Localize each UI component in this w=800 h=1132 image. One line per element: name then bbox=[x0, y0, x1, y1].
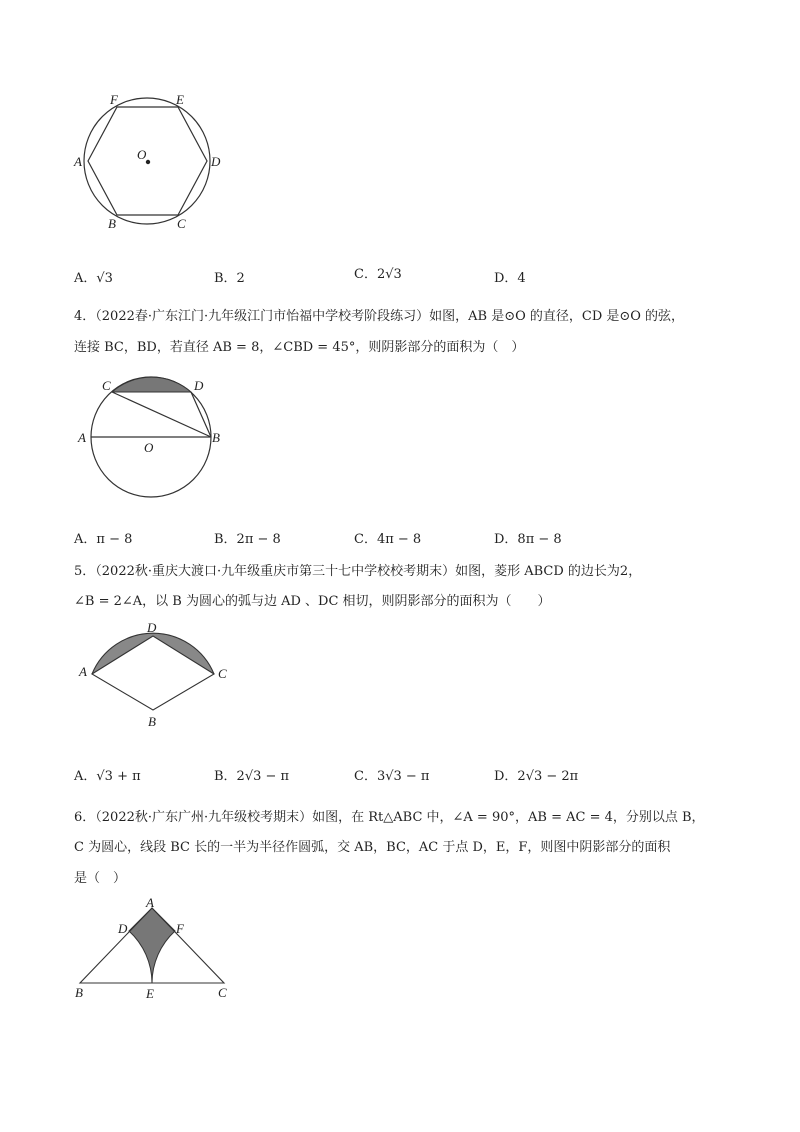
label-A: A bbox=[79, 664, 87, 679]
label-A: A bbox=[78, 430, 86, 445]
label-O: O bbox=[144, 440, 154, 455]
label-C: C bbox=[177, 216, 186, 231]
q6-text-line2: C 为圆心，线段 BC 长的一半为半径作圆弧，交 AB，BC，AC 于点 D，E，F，则图中阴影部分的面积 bbox=[74, 840, 671, 855]
q3-option-c: C．2√3 bbox=[354, 267, 402, 282]
q3-option-b: B．2 bbox=[214, 271, 245, 286]
label-D: D bbox=[118, 921, 128, 936]
segment-cb bbox=[112, 392, 211, 437]
shaded-region bbox=[129, 908, 175, 983]
shaded-segment bbox=[112, 377, 191, 392]
q5-option-b: B．2√3 − π bbox=[214, 769, 290, 784]
label-B: B bbox=[212, 430, 220, 445]
center-point bbox=[146, 160, 150, 164]
segment-db bbox=[191, 392, 211, 437]
label-F: F bbox=[176, 921, 184, 936]
q6-text-line3: 是（ ） bbox=[74, 871, 127, 886]
label-C: C bbox=[218, 666, 227, 681]
label-A: A bbox=[74, 154, 82, 169]
label-C: C bbox=[102, 378, 111, 393]
shaded-region bbox=[92, 633, 214, 674]
q5-option-a: A．√3 + π bbox=[74, 769, 141, 784]
rhombus bbox=[92, 636, 214, 710]
q5-option-c: C．3√3 − π bbox=[354, 769, 430, 784]
q5-text-line2: ∠B = 2∠A，以 B 为圆心的弧与边 AD 、DC 相切，则阴影部分的面积为（ ） bbox=[74, 594, 551, 609]
label-D: D bbox=[194, 378, 204, 393]
right-triangle-arcs-figure bbox=[72, 895, 242, 1001]
q5-text-line1: 5．（2022秋·重庆大渡口·九年级重庆市第三十七中学校校考期末）如图，菱形 ABCD 的边长为2， bbox=[74, 564, 642, 579]
label-D: D bbox=[147, 620, 157, 635]
label-F: F bbox=[110, 92, 118, 107]
label-B: B bbox=[148, 714, 156, 729]
q6-text-line1: 6．（2022秋·广东广州·九年级校考期末）如图，在 Rt△ABC 中，∠A = 90°，AB = AC = 4，分别以点 B， bbox=[74, 810, 705, 825]
label-O: O bbox=[137, 147, 147, 162]
q4-text-line2: 连接 BC，BD，若直径 AB = 8，∠CBD = 45°，则阴影部分的面积为（ ） bbox=[74, 340, 525, 355]
label-C: C bbox=[218, 985, 227, 1000]
label-E: E bbox=[176, 92, 184, 107]
q5-option-d: D．2√3 − 2π bbox=[494, 769, 579, 784]
q4-option-a: A．π − 8 bbox=[74, 532, 133, 547]
hexagon-circle-figure bbox=[70, 92, 230, 232]
q3-option-d: D．4 bbox=[494, 271, 526, 286]
label-B: B bbox=[75, 985, 83, 1000]
rhombus-arc-figure bbox=[76, 622, 236, 732]
label-E: E bbox=[146, 986, 154, 1001]
circle-chord-figure bbox=[78, 372, 238, 512]
label-A: A bbox=[146, 895, 154, 910]
label-D: D bbox=[211, 154, 221, 169]
q4-option-d: D．8π − 8 bbox=[494, 532, 562, 547]
q4-option-b: B．2π − 8 bbox=[214, 532, 281, 547]
q4-option-c: C．4π − 8 bbox=[354, 532, 422, 547]
q4-text-line1: 4．（2022春·广东江门·九年级江门市怡福中学校考阶段练习）如图，AB 是⊙O 的直径，CD 是⊙O 的弦， bbox=[74, 309, 685, 324]
label-B: B bbox=[108, 216, 116, 231]
q3-option-a: A．√3 bbox=[74, 271, 113, 286]
